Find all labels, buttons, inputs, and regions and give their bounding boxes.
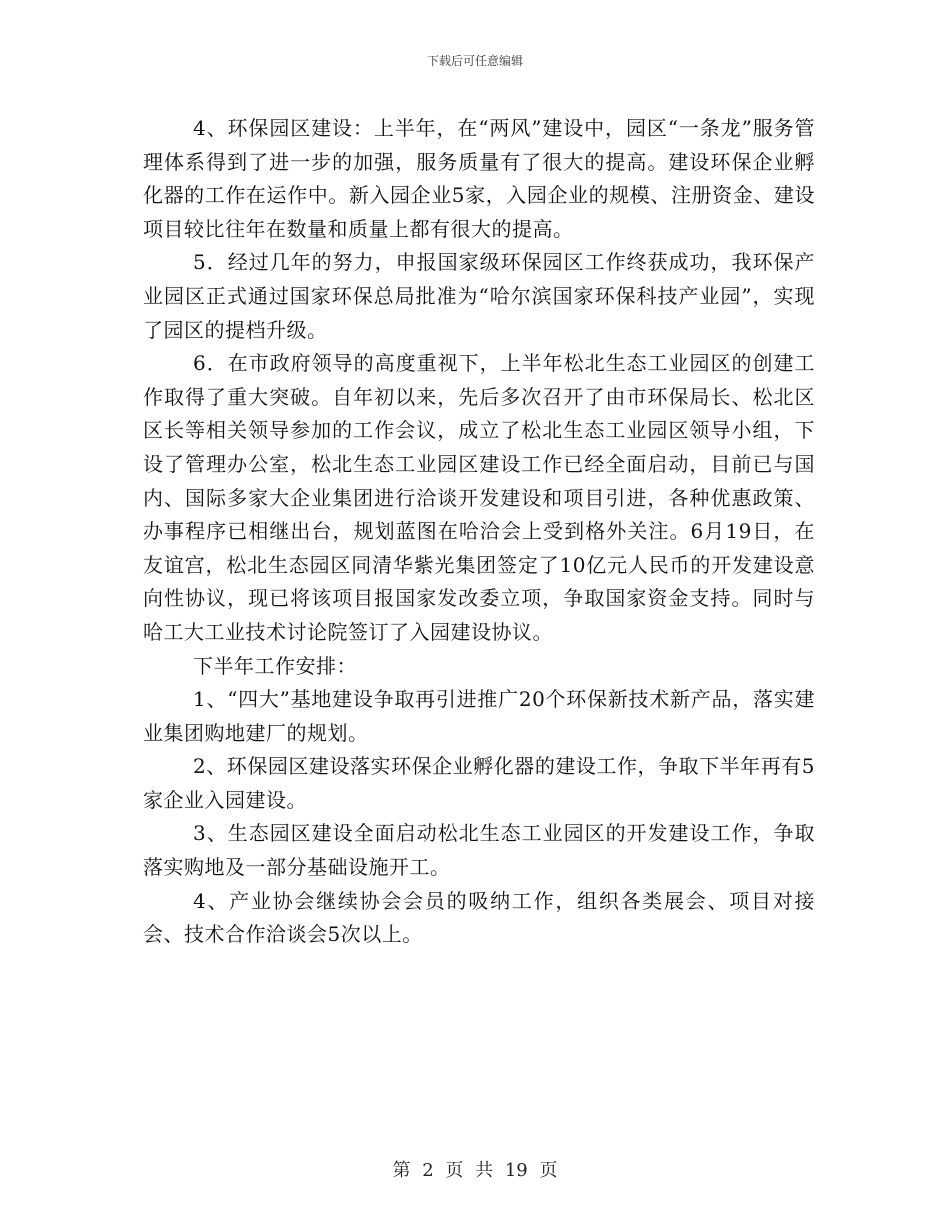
paragraph-second-half-heading: 下半年工作安排：: [193, 653, 357, 678]
paragraph-national-park-approval: 5．经过几年的努力，申报国家级环保园区工作终获成功，我环保产业园区正式通过国家环保总局批准为“哈尔滨国家环保科技产业园”，实现了园区的提档升级。: [143, 250, 815, 342]
paragraph-plan-item-1: 1、“四大”基地建设争取再引进推广20个环保新技术新产品，落实建业集团购地建厂的规划。: [143, 687, 815, 745]
paragraph-plan-item-2: 2、环保园区建设落实环保企业孵化器的建设工作，争取下半年再有5家企业入园建设。: [143, 754, 815, 812]
document-body: [143, 112, 815, 952]
paragraph-plan-item-3: 3、生态园区建设全面启动松北生态工业园区的开发建设工作，争取落实购地及一部分基础设施开工。: [143, 821, 815, 880]
paragraph-plan-item-4: 4、产业协会继续协会会员的吸纳工作，组织各类展会、项目对接会、技术合作洽谈会5次以上。: [143, 888, 815, 947]
page-number-footer: 第 2 页 共 19 页: [392, 1160, 558, 1181]
paragraph-songbei-eco-park: 6．在市政府领导的高度重视下，上半年松北生态工业园区的创建工作取得了重大突破。自年初以来，先后多次召开了由市环保局长、松北区区长等相关领导参加的工作会议，成立了松北生态工业园区领导小组，下设了管理办公室，松北生态工业园区建设工作已经全面启动，目前已与国内、国际多家大企业集团进行洽谈开发建设和项目引进，各种优惠政策、办事程序已相继出台，规划蓝图在哈洽会上受到格外关注。6月19日，在友谊宫，松北生态园区同清华紫光集团签定了10亿元人民币的开发建设意向性协议，现已将该项目报国家发改委立项，争取国家资金支持。同时与哈工大工业技术讨论院签订了入园建设协议。: [143, 351, 815, 644]
page-header: 下载后可任意编辑: [426, 54, 523, 68]
paragraph-environmental-park: 4、环保园区建设：上半年，在“两风”建设中，园区“一条龙”服务管理体系得到了进一步的加强，服务质量有了很大的提高。建设环保企业孵化器的工作在运作中。新入园企业5家，入园企业的规模、注册资金、建设项目较比往年在数量和质量上都有很大的提高。: [143, 116, 815, 241]
